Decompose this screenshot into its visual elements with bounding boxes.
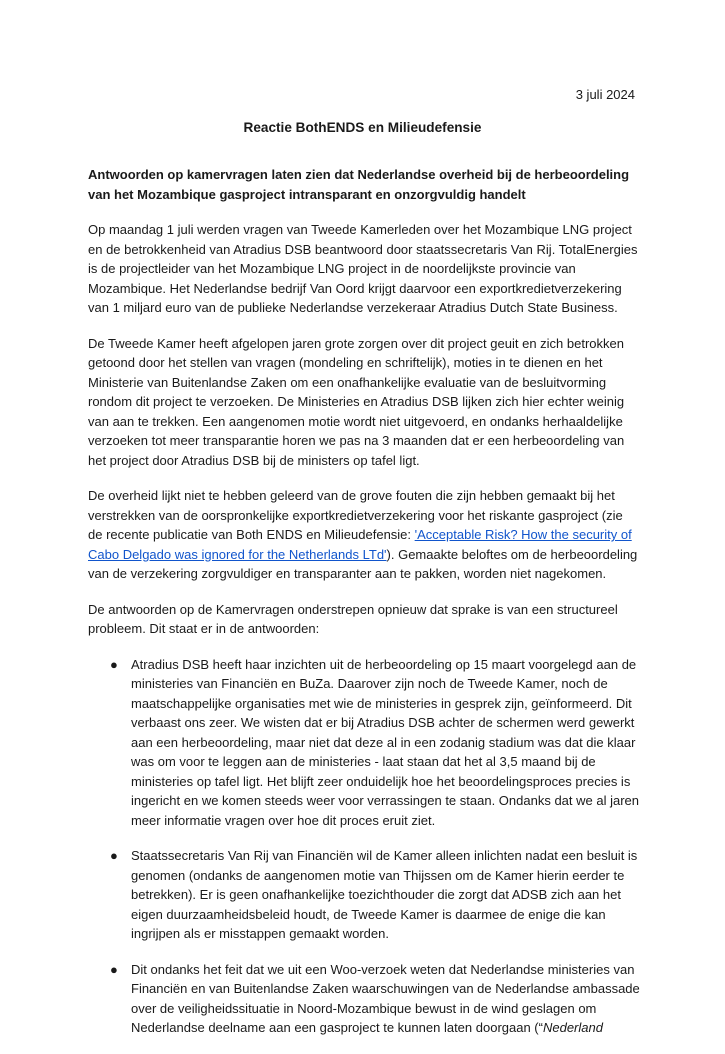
paragraph [88,486,640,584]
paragraph-text: ). Gemaakte beloftes om de herbeoordeling van de verzekering zorgvuldiger en transparanter aan te pakken, worden niet nagekomen. [88,546,638,581]
list-item-text: Dit ondanks het feit dat we uit een Woo-verzoek weten dat Nederlandse ministeries van Financiën en van Buitenlandse Zaken waarschuwingen van de Nederlandse ambassade over de veiligheidssituatie in Noord-Mozambique bewust in de wind geslagen om Nederlandse deelname aan een gasproject te kunnen laten doorgaan (“ [131,961,640,1035]
paragraph: Op maandag 1 juli werden vragen van Tweede Kamerleden over het Mozambique LNG project en de betrokkenheid van Atradius DSB beantwoord door staatssecretaris Van Rij. TotalEnergies is de projectleider van het Mozambique LNG project in de noordelijkste provincie van Mozambique. Het Nederlandse bedrijf Van Oord krijgt daarvoor een exportkredietverzekering van 1 miljard euro van de publieke Nederlandse verzekeraar Atradius Dutch State Business. [88,222,638,315]
paragraph: De antwoorden op de Kamervragen onderstrepen opnieuw dat sprake is van een structureel probleem. Dit staat er in de antwoorden: [88,601,618,636]
list-item [88,846,640,944]
paragraph-text: De overheid lijkt niet te hebben geleerd van de grove fouten die zijn hebben gemaakt bij het verstrekken van de oorspronkelijke exportkredietverzekering voor het riskante gasproject (zie de recente publicatie van Both ENDS en Milieudefensie: [88,488,623,542]
bullet-icon: ● [110,961,118,977]
bullet-list [88,655,640,1038]
bullet-icon: ● [110,848,118,863]
document-date: 3 juli 2024 [575,87,635,102]
document-subtitle: Antwoorden op kamervragen laten zien dat Nederlandse overheid bij de herbeoordeling van het Mozambique gasproject intransparant en onzorgvuldig handelt [88,167,630,202]
list-item-text: Staatssecretaris Van Rij van Financiën wil de Kamer alleen inlichten nadat een besluit is genomen (ondanks de aangenomen motie van Thijssen om de Kamer hierin eerder te betrekken). Er is geen onafhankelijke toezichthouder die zorgt dat ADSB zich aan het eigen duurzaamheidsbeleid houdt, de Tweede Kamer is daarmee de enige die kan ingrijpen als er misstappen gemaakt worden. [131,848,638,941]
publication-link[interactable]: 'Acceptable Risk? How the security of Cabo Delgado was ignored for the Netherlands LTd' [88,527,632,562]
document-body [88,165,640,1054]
list-item-text: Atradius DSB heeft haar inzichten uit de herbeoordeling op 15 maart voorgelegd aan de ministeries van Financiën en BuZa. Daarover zijn noch de Tweede Kamer, noch de maatschappelijke organisaties met wie de ministeries in gesprek zijn, geïnformeerd. Dit verbaast ons zeer. We wisten dat er bij Atradius DSB achter de schermen werd gewerkt aan een herbeoordeling, maar niet dat deze al in een zodanig stadium was dat die klaar was om voor te leggen aan de ministeries - laat staan dat het al 3,5 maand bij de ministeries op tafel ligt. Het blijft zeer onduidelijk hoe het beoordelingsproces precies is ingericht en we komen steeds weer voor verrassingen te staan. Ondanks dat we al jaren meer informatie vragen over hoe dit proces eruit ziet. [131,656,639,828]
list-item [88,960,640,1038]
list-item-italic-text: Nederland [542,1020,603,1035]
bullet-icon: ● [110,656,118,672]
document-title: Reactie BothENDS en Milieudefensie [243,120,482,135]
list-item [88,655,640,831]
paragraph: De Tweede Kamer heeft afgelopen jaren grote zorgen over dit project geuit en zich betrokken getoond door het stellen van vragen (mondeling en schriftelijk), moties in te dienen en het Ministerie van Buitenlandse Zaken om een onafhankelijke evaluatie van de besluitvorming rondom dit project te verzoeken. De Ministeries en Atradius DSB lijken zich hier echter weinig van aan te trekken. Een aangenomen motie wordt niet uitgevoerd, en ondanks herhaaldelijke verzoeken tot meer transparantie horen we pas na 3 maanden dat er een herbeoordeling van het project door Atradius DSB bij de ministers op tafel ligt. [88,335,625,468]
